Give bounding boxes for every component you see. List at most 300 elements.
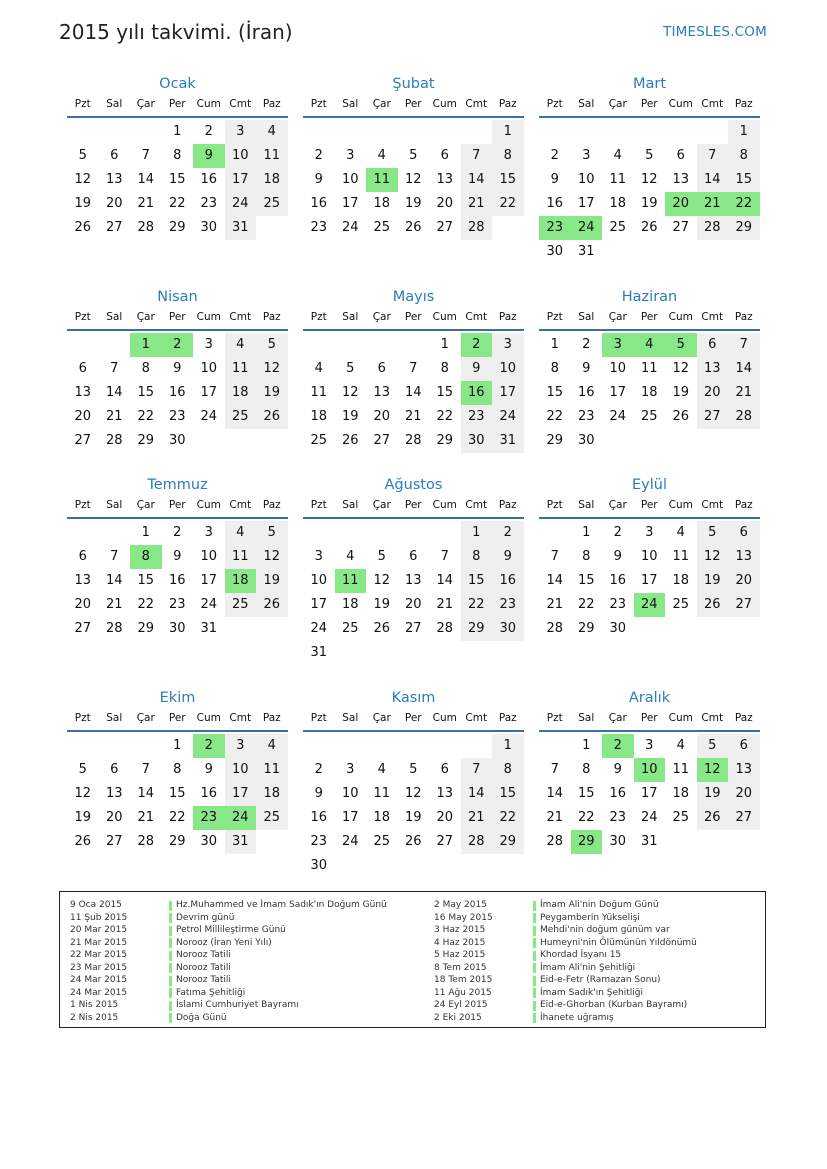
day-cell: 14: [137, 786, 155, 801]
month-block: [67, 285, 288, 477]
weekday-label: Pzt: [74, 311, 91, 323]
day-cell: 16: [546, 196, 564, 211]
weekday-label: Cum: [432, 311, 457, 323]
holiday-day-cell: 2: [162, 333, 194, 357]
weekday-label: Cum: [432, 712, 457, 724]
day-cell: 22: [577, 810, 595, 825]
weekday-label: Pzt: [74, 499, 91, 511]
holiday-date: 1 Nis 2015: [70, 1000, 119, 1010]
day-cell: 17: [225, 782, 257, 806]
day-cell: 3: [204, 525, 213, 540]
day-cell: 23: [609, 597, 627, 612]
weekday-label: Sal: [106, 499, 123, 511]
weekday-header: [539, 497, 760, 519]
day-cell: 9: [314, 172, 323, 187]
day-cell: 5: [256, 521, 288, 545]
day-cell: 29: [168, 220, 186, 235]
holiday-date: 9 Oca 2015: [70, 900, 122, 910]
day-cell: 14: [436, 573, 454, 588]
day-cell: 30: [310, 858, 328, 873]
day-cell: 7: [110, 549, 119, 564]
month-name: Kasım: [391, 690, 436, 706]
day-cell: 12: [341, 385, 359, 400]
holiday-day-cell: 16: [461, 381, 493, 405]
holiday-day-cell: 21: [697, 192, 729, 216]
day-cell: 21: [404, 409, 422, 424]
day-cell: 19: [373, 597, 391, 612]
day-cell: 12: [74, 172, 92, 187]
weekday-label: Per: [404, 311, 422, 323]
day-cell: 27: [672, 220, 690, 235]
month-name: Şubat: [392, 76, 435, 92]
holiday-day-cell: 10: [634, 758, 666, 782]
weekday-label: Çar: [608, 499, 627, 511]
day-cell: 28: [546, 834, 564, 849]
day-cell: 20: [74, 597, 92, 612]
day-cell: 25: [256, 192, 288, 216]
day-cell: 31: [200, 621, 218, 636]
day-cell: 16: [609, 786, 627, 801]
day-cell: 19: [74, 196, 92, 211]
day-cell: 18: [256, 782, 288, 806]
day-cell: 26: [640, 220, 658, 235]
month-name: Nisan: [157, 289, 198, 305]
days-grid: [303, 521, 524, 665]
day-cell: 14: [728, 357, 760, 381]
weekday-label: Çar: [608, 98, 627, 110]
day-cell: 16: [310, 810, 328, 825]
month-block: [67, 473, 288, 665]
day-cell: 2: [173, 525, 182, 540]
day-cell: 23: [168, 409, 186, 424]
weekday-label: Paz: [734, 311, 753, 323]
day-cell: 24: [492, 405, 524, 429]
day-cell: 30: [200, 834, 218, 849]
weekday-label: Cum: [668, 98, 693, 110]
holiday-day-cell: 23: [193, 806, 225, 830]
day-cell: 8: [461, 545, 493, 569]
day-cell: 21: [546, 810, 564, 825]
day-cell: 22: [492, 192, 524, 216]
day-cell: 28: [728, 405, 760, 429]
day-cell: 17: [492, 381, 524, 405]
day-cell: 15: [137, 573, 155, 588]
holiday-date: 8 Tem 2015: [434, 962, 487, 973]
day-cell: 23: [461, 405, 493, 429]
holiday-marker: [169, 963, 172, 973]
day-cell: 21: [546, 597, 564, 612]
day-cell: 3: [314, 549, 323, 564]
day-cell: 20: [728, 782, 760, 806]
holiday-name: Devrim günü: [176, 912, 235, 923]
day-cell: 9: [613, 762, 622, 777]
day-cell: 17: [225, 168, 257, 192]
day-cell: 8: [440, 361, 449, 376]
weekday-label: Sal: [342, 499, 359, 511]
weekday-header: [539, 710, 760, 732]
day-cell: 22: [492, 806, 524, 830]
weekday-label: Sal: [342, 98, 359, 110]
day-cell: 3: [492, 333, 524, 357]
weekday-label: Cum: [196, 499, 221, 511]
day-cell: 26: [697, 593, 729, 617]
day-cell: 5: [645, 148, 654, 163]
day-cell: 30: [168, 621, 186, 636]
day-cell: 4: [613, 148, 622, 163]
day-cell: 19: [256, 569, 288, 593]
weekday-label: Per: [640, 712, 658, 724]
day-cell: 9: [550, 172, 559, 187]
weekday-label: Per: [168, 311, 186, 323]
day-cell: 12: [672, 361, 690, 376]
holiday-day-cell: 11: [366, 168, 398, 192]
holiday-date: 24 Eyl 2015: [434, 1000, 488, 1010]
holiday-day-cell: 24: [225, 806, 257, 830]
day-cell: 1: [141, 525, 150, 540]
holiday-marker: [169, 901, 172, 911]
holiday-date: 2 Nis 2015: [70, 1012, 119, 1023]
weekday-label: Cmt: [229, 712, 252, 724]
holiday-name: Petrol Millileştirme Günü: [176, 925, 286, 935]
weekday-label: Pzt: [546, 499, 563, 511]
holiday-day-cell: 5: [665, 333, 697, 357]
day-cell: 7: [728, 333, 760, 357]
day-cell: 18: [310, 409, 328, 424]
day-cell: 6: [409, 549, 418, 564]
day-cell: 26: [697, 806, 729, 830]
weekday-header: [303, 96, 524, 118]
holiday-marker: [533, 963, 536, 973]
day-cell: 31: [577, 244, 595, 259]
day-cell: 4: [377, 762, 386, 777]
day-cell: 27: [728, 593, 760, 617]
day-cell: 7: [550, 762, 559, 777]
weekday-label: Pzt: [310, 499, 327, 511]
holiday-day-cell: 1: [130, 333, 162, 357]
holiday-name: Norooz Tatili: [176, 962, 231, 973]
weekday-label: Paz: [498, 499, 517, 511]
day-cell: 21: [461, 806, 493, 830]
weekday-label: Sal: [578, 499, 595, 511]
day-cell: 20: [74, 409, 92, 424]
day-cell: 10: [200, 361, 218, 376]
weekday-label: Sal: [578, 712, 595, 724]
weekday-label: Pzt: [310, 712, 327, 724]
holiday-marker: [169, 988, 172, 998]
day-cell: 22: [436, 409, 454, 424]
day-cell: 13: [728, 545, 760, 569]
day-cell: 16: [168, 573, 186, 588]
weekday-label: Cmt: [465, 712, 488, 724]
day-cell: 30: [609, 621, 627, 636]
weekday-label: Sal: [342, 311, 359, 323]
weekday-label: Pzt: [310, 98, 327, 110]
day-cell: 16: [577, 385, 595, 400]
day-cell: 28: [105, 621, 123, 636]
day-cell: 27: [436, 220, 454, 235]
month-block: [67, 686, 288, 878]
weekday-label: Paz: [734, 98, 753, 110]
day-cell: 25: [373, 834, 391, 849]
day-cell: 3: [204, 337, 213, 352]
day-cell: 3: [645, 525, 654, 540]
weekday-label: Çar: [608, 311, 627, 323]
day-cell: 27: [404, 621, 422, 636]
day-cell: 4: [676, 738, 685, 753]
day-cell: 1: [173, 124, 182, 139]
day-cell: 9: [582, 361, 591, 376]
day-cell: 24: [341, 220, 359, 235]
day-cell: 14: [697, 168, 729, 192]
holiday-name: Eid-e-Fetr (Ramazan Sonu): [540, 975, 661, 985]
day-cell: 10: [310, 573, 328, 588]
day-cell: 19: [640, 196, 658, 211]
day-cell: 25: [225, 405, 257, 429]
holiday-name: İmam Ali'nin Şehitliği: [540, 962, 636, 973]
holiday-day-cell: 24: [634, 593, 666, 617]
day-cell: 29: [546, 433, 564, 448]
day-cell: 1: [440, 337, 449, 352]
day-cell: 29: [577, 621, 595, 636]
holiday-name: Eid-e-Ghorban (Kurban Bayramı): [540, 1000, 688, 1010]
day-cell: 30: [577, 433, 595, 448]
day-cell: 5: [377, 549, 386, 564]
day-cell: 7: [461, 758, 493, 782]
weekday-label: Paz: [498, 712, 517, 724]
page-title: 2015 yılı takvimi. (İran): [59, 20, 293, 44]
holiday-marker: [169, 1001, 172, 1011]
day-cell: 18: [341, 597, 359, 612]
day-cell: 13: [105, 786, 123, 801]
day-cell: 10: [341, 172, 359, 187]
weekday-label: Per: [404, 499, 422, 511]
day-cell: 9: [173, 361, 182, 376]
day-cell: 30: [546, 244, 564, 259]
holiday-date: 11 Ağu 2015: [434, 987, 492, 998]
day-cell: 20: [105, 196, 123, 211]
month-name: Mayıs: [392, 289, 435, 305]
holiday-name: İhanete uğramış: [540, 1012, 614, 1023]
day-cell: 8: [728, 144, 760, 168]
day-cell: 1: [492, 120, 524, 144]
days-grid: [303, 120, 524, 264]
day-cell: 20: [404, 597, 422, 612]
day-cell: 28: [461, 216, 493, 240]
day-cell: 28: [404, 433, 422, 448]
day-cell: 6: [377, 361, 386, 376]
weekday-label: Cum: [668, 499, 693, 511]
day-cell: 15: [492, 782, 524, 806]
weekday-label: Cmt: [229, 311, 252, 323]
day-cell: 13: [672, 172, 690, 187]
weekday-header: [539, 96, 760, 118]
weekday-header: [67, 710, 288, 732]
holiday-day-cell: 3: [602, 333, 634, 357]
holiday-day-cell: 29: [571, 830, 603, 854]
day-cell: 13: [373, 385, 391, 400]
days-grid: [67, 734, 288, 878]
day-cell: 4: [225, 333, 257, 357]
day-cell: 19: [256, 381, 288, 405]
day-cell: 21: [137, 810, 155, 825]
weekday-label: Cmt: [701, 712, 724, 724]
day-cell: 31: [225, 830, 257, 854]
day-cell: 8: [141, 361, 150, 376]
weekday-label: Pzt: [546, 712, 563, 724]
weekday-label: Çar: [372, 311, 391, 323]
day-cell: 27: [728, 806, 760, 830]
day-cell: 2: [204, 124, 213, 139]
weekday-label: Per: [168, 98, 186, 110]
day-cell: 7: [550, 549, 559, 564]
weekday-label: Çar: [372, 98, 391, 110]
holiday-date: 11 Şub 2015: [70, 912, 128, 923]
day-cell: 31: [310, 645, 328, 660]
day-cell: 10: [492, 357, 524, 381]
day-cell: 6: [110, 148, 119, 163]
day-cell: 30: [609, 834, 627, 849]
day-cell: 23: [577, 409, 595, 424]
holiday-date: 24 Mar 2015: [70, 987, 128, 998]
holiday-name: İmam Sadık'ın Şehitliği: [540, 987, 643, 998]
weekday-header: [303, 497, 524, 519]
holiday-marker: [533, 938, 536, 948]
day-cell: 15: [168, 786, 186, 801]
day-cell: 7: [697, 144, 729, 168]
day-cell: 6: [676, 148, 685, 163]
day-cell: 7: [440, 549, 449, 564]
days-grid: [539, 333, 760, 477]
day-cell: 3: [582, 148, 591, 163]
day-cell: 18: [225, 381, 257, 405]
day-cell: 17: [341, 196, 359, 211]
weekday-label: Cmt: [701, 98, 724, 110]
day-cell: 8: [173, 148, 182, 163]
weekday-label: Çar: [372, 712, 391, 724]
day-cell: 1: [173, 738, 182, 753]
day-cell: 12: [256, 545, 288, 569]
weekday-header: [67, 497, 288, 519]
weekday-label: Per: [640, 98, 658, 110]
day-cell: 14: [546, 786, 564, 801]
day-cell: 4: [256, 120, 288, 144]
brand-link[interactable]: TIMESLES.COM: [663, 24, 767, 40]
day-cell: 17: [200, 385, 218, 400]
day-cell: 1: [461, 521, 493, 545]
weekday-label: Pzt: [546, 311, 563, 323]
day-cell: 30: [492, 617, 524, 641]
day-cell: 25: [256, 806, 288, 830]
day-cell: 21: [105, 409, 123, 424]
weekday-label: Paz: [262, 712, 281, 724]
day-cell: 28: [137, 834, 155, 849]
days-grid: [67, 120, 288, 264]
holiday-date: 4 Haz 2015: [434, 937, 486, 948]
day-cell: 20: [373, 409, 391, 424]
holiday-day-cell: 11: [335, 569, 367, 593]
day-cell: 3: [346, 148, 355, 163]
day-cell: 15: [436, 385, 454, 400]
weekday-label: Per: [404, 712, 422, 724]
holiday-day-cell: 4: [634, 333, 666, 357]
weekday-label: Pzt: [74, 712, 91, 724]
days-grid: [539, 521, 760, 665]
day-cell: 30: [200, 220, 218, 235]
holiday-name: Khordad İsyanı 15: [540, 950, 622, 960]
day-cell: 9: [461, 357, 493, 381]
holiday-date: 20 Mar 2015: [70, 925, 128, 935]
month-name: Mart: [632, 76, 667, 92]
day-cell: 14: [461, 782, 493, 806]
weekday-label: Sal: [106, 98, 123, 110]
weekday-label: Pzt: [310, 311, 327, 323]
day-cell: 24: [640, 810, 658, 825]
day-cell: 11: [310, 385, 328, 400]
day-cell: 11: [256, 144, 288, 168]
day-cell: 22: [577, 597, 595, 612]
holiday-date: 2 May 2015: [434, 900, 487, 910]
days-grid: [303, 333, 524, 477]
day-cell: 28: [461, 830, 493, 854]
weekday-label: Cmt: [229, 98, 252, 110]
day-cell: 6: [110, 762, 119, 777]
day-cell: 12: [404, 786, 422, 801]
holiday-name: Peygamberin Yükselişi: [540, 912, 640, 923]
day-cell: 6: [78, 361, 87, 376]
day-cell: 4: [377, 148, 386, 163]
day-cell: 26: [256, 405, 288, 429]
day-cell: 5: [78, 762, 87, 777]
day-cell: 27: [105, 834, 123, 849]
days-grid: [67, 333, 288, 477]
day-cell: 15: [577, 573, 595, 588]
month-name: Haziran: [621, 289, 678, 305]
day-cell: 10: [609, 361, 627, 376]
day-cell: 15: [546, 385, 564, 400]
day-cell: 5: [409, 762, 418, 777]
day-cell: 14: [105, 573, 123, 588]
holiday-day-cell: 22: [728, 192, 760, 216]
day-cell: 19: [341, 409, 359, 424]
holiday-name: Fatıma Şehitliği: [176, 987, 246, 998]
holiday-day-cell: 20: [665, 192, 697, 216]
day-cell: 28: [436, 621, 454, 636]
day-cell: 13: [728, 758, 760, 782]
day-cell: 30: [461, 429, 493, 453]
day-cell: 1: [582, 525, 591, 540]
day-cell: 31: [492, 429, 524, 453]
day-cell: 22: [168, 196, 186, 211]
weekday-label: Çar: [372, 499, 391, 511]
day-cell: 6: [78, 549, 87, 564]
day-cell: 15: [168, 172, 186, 187]
month-block: [303, 72, 524, 264]
day-cell: 28: [137, 220, 155, 235]
day-cell: 29: [492, 830, 524, 854]
day-cell: 15: [492, 168, 524, 192]
day-cell: 21: [461, 192, 493, 216]
day-cell: 9: [204, 762, 213, 777]
day-cell: 22: [137, 597, 155, 612]
day-cell: 1: [582, 738, 591, 753]
day-cell: 25: [672, 810, 690, 825]
days-grid: [67, 521, 288, 665]
day-cell: 29: [728, 216, 760, 240]
day-cell: 21: [728, 381, 760, 405]
weekday-label: Cum: [432, 98, 457, 110]
day-cell: 11: [672, 549, 690, 564]
day-cell: 18: [672, 573, 690, 588]
